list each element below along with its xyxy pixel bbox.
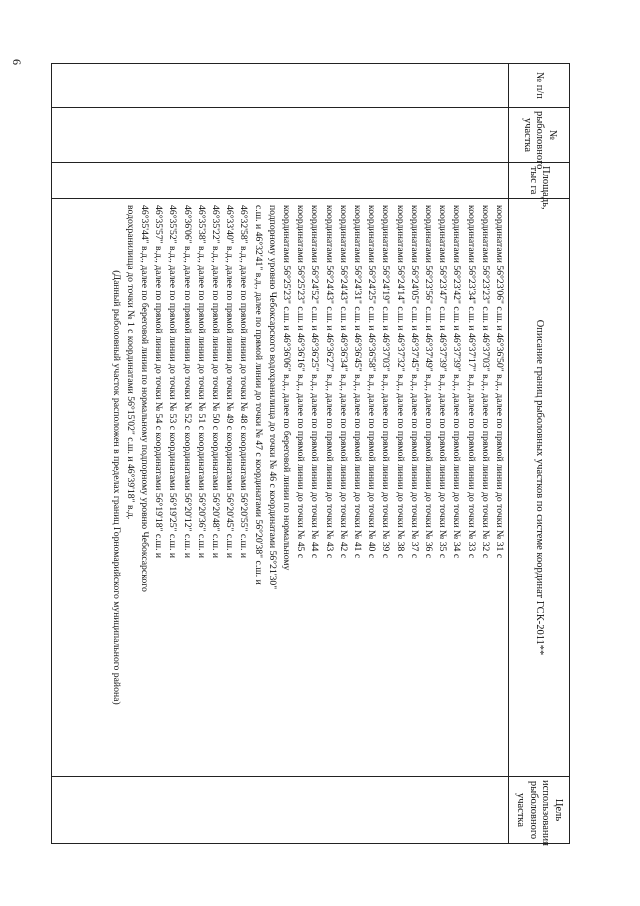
description-line: координатами 56°25'23" с.ш. и 46°36'06" в.д., далее по береговой линии по нормальному xyxy=(280,205,292,571)
description-line: координатами 56°23'47" с.ш. и 46°37'39" в.д., далее по прямой линии до точки № 35 с xyxy=(437,205,449,559)
description-line: 46°35'44" в.д., далее по береговой линии по нормальному подпорному уровню Чебоксарского xyxy=(138,205,150,592)
description-line: 46°35'22" в.д., далее по прямой линии до точки № 50 с координатами 56°20'48" с.ш. и xyxy=(209,205,221,559)
description-note: (Данный рыболовный участок расположен в пределах границ Горномарийского муниципального района) xyxy=(110,270,122,705)
cell-site-number xyxy=(52,108,509,163)
description-line: координатами 56°24'05" с.ш. и 46°37'45" в.д., далее по прямой линии до точки № 37 с xyxy=(408,205,420,559)
cell-area xyxy=(52,163,509,199)
description-line: 46°36'06" в.д., далее по прямой линии до точки № 52 с координатами 56°20'12" с.ш. и xyxy=(181,205,193,559)
description-line: 46°35'38" в.д., далее по прямой линии до точки № 51 с координатами 56°20'36" с.ш. и xyxy=(195,205,207,559)
description-line: 46°35'52" в.д., далее по прямой линии до точки № 53 с координатами 56°19'25" с.ш. и xyxy=(167,205,179,559)
description-line: координатами 56°24'52" с.ш. и 46°36'25" в.д., далее по прямой линии до точки № 44 с xyxy=(309,205,321,559)
header-purpose: Цель использования рыболовного участка xyxy=(509,777,570,844)
cell-purpose xyxy=(52,777,509,844)
description-line: координатами 56°24'43" с.ш. и 46°36'27" в.д., далее по прямой линии до точки № 43 с xyxy=(323,205,335,559)
description-line: координатами 56°23'42" с.ш. и 46°37'39" в.д., далее по прямой линии до точки № 34 с xyxy=(451,205,463,559)
rotated-table-stage xyxy=(51,63,570,846)
description-line: координатами 56°25'23" с.ш. и 46°36'16" в.д., далее по прямой линии до точки № 45 с xyxy=(295,205,307,559)
description-line: подпорному уровню Чебоксарского водохранилища до точки № 46 с координатами 56°21'30" xyxy=(266,205,278,590)
header-num: № п/п xyxy=(509,64,570,108)
description-line: координатами 56°24'25" с.ш. и 46°36'58" в.д., далее по прямой линии до точки № 40 с xyxy=(366,205,378,559)
table-row xyxy=(52,64,509,844)
header-description: Описание границ рыболовных участков по системе координат ГСК-2011** xyxy=(509,199,570,777)
description-line: координатами 56°24'31" с.ш. и 46°36'45" в.д., далее по прямой линии до точки № 41 с xyxy=(351,205,363,559)
cell-num xyxy=(52,64,509,108)
cell-description xyxy=(52,199,509,777)
description-line: 46°32'58" в.д., далее по прямой линии до точки № 48 с координатами 56°20'55" с.ш. и xyxy=(238,205,250,559)
header-site-number: № рыболовного участка xyxy=(509,108,570,163)
description-line: 46°33'40" в.д., далее по прямой линии до точки № 49 с координатами 56°20'45" с.ш. и xyxy=(224,205,236,559)
description-line: координатами 56°24'43" с.ш. и 46°36'34" в.д., далее по прямой линии до точки № 42 с xyxy=(337,205,349,559)
description-line: координатами 56°23'56" с.ш. и 46°37'49" в.д., далее по прямой линии до точки № 36 с xyxy=(422,205,434,559)
table-header-row xyxy=(509,64,570,844)
fishing-sites-table xyxy=(51,63,570,844)
description-line: координатами 56°23'23" с.ш. и 46°37'03" в.д., далее по прямой линии до точки № 32 с xyxy=(479,205,491,559)
description-line: координатами 56°24'14" с.ш. и 46°37'32" в.д., далее по прямой линии до точки № 38 с xyxy=(394,205,406,559)
header-area: Площадь, тыс га xyxy=(509,163,570,199)
description-line: водохранилища до точки № 1 с координатами 56°15'02" с.ш. и 46°39'18" в.д. xyxy=(124,205,136,520)
description-line: 46°35'57" в.д., далее по прямой линии до точки № 54 с координатами 56°19'18" с.ш. и xyxy=(153,205,165,559)
description-line: с.ш. и 46°32'41" в.д., далее по прямой линии до точки № 47 с координатами 56°20'38" с.ш. и xyxy=(252,205,264,585)
description-line: координатами 56°23'34" с.ш. и 46°37'17" в.д., далее по прямой линии до точки № 33 с xyxy=(465,205,477,559)
description-line: координатами 56°23'06" с.ш. и 46°36'50" в.д., далее по прямой линии до точки № 31 с xyxy=(494,205,505,559)
description-line: координатами 56°24'19" с.ш. и 46°37'03" в.д., далее по прямой линии до точки № 39 с xyxy=(380,205,392,559)
page-number: 6 xyxy=(10,59,24,65)
